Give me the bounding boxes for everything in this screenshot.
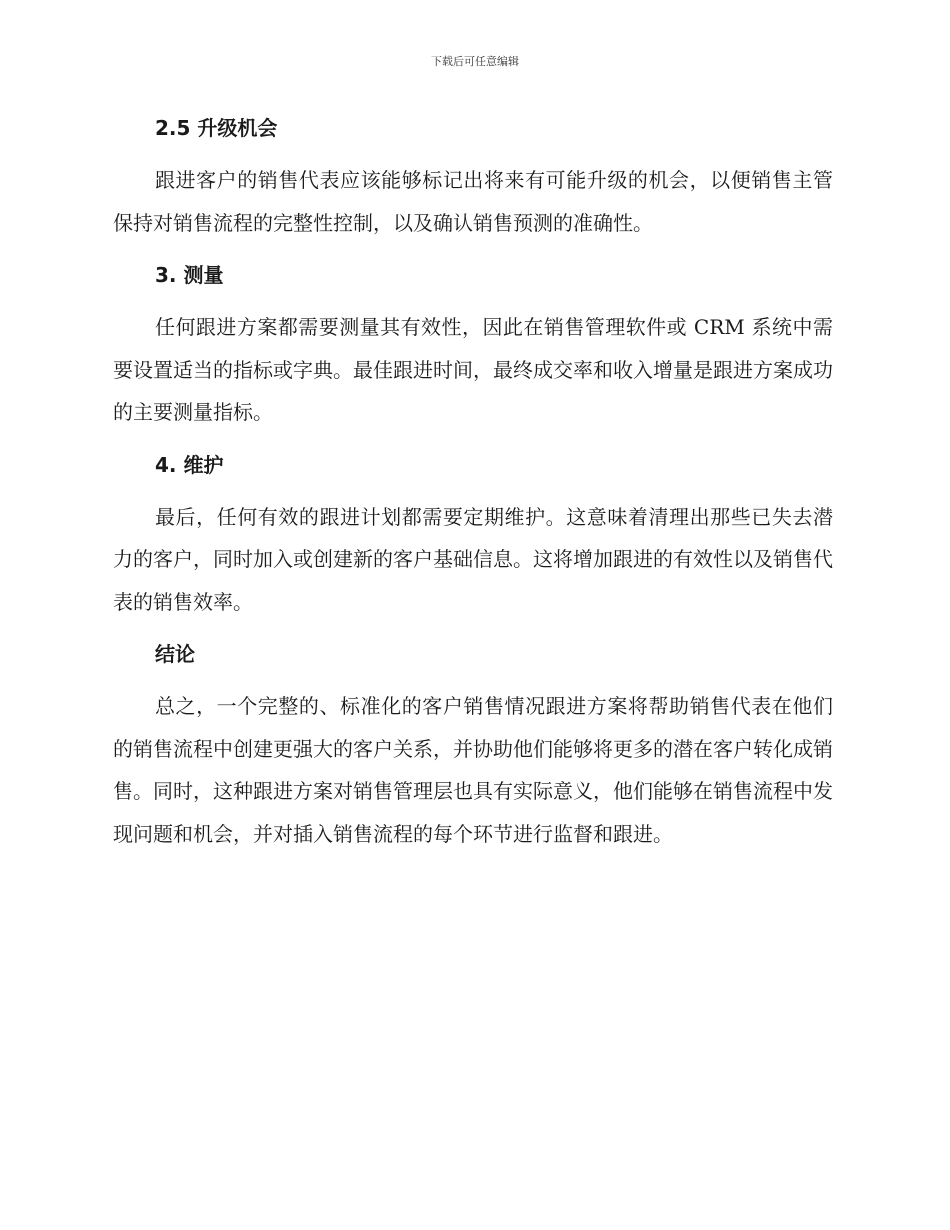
section-maintenance (113, 445, 833, 624)
document-body (113, 108, 833, 866)
section-heading: 3. 测量 (155, 263, 224, 287)
section-upgrade-opportunity (113, 108, 833, 244)
section-heading: 2.5 升级机会 (155, 116, 278, 140)
section-paragraph: 最后，任何有效的跟进计划都需要定期维护。这意味着清理出那些已失去潜力的客户，同时加入或创建新的客户基础信息。这将增加跟进的有效性以及销售代表的销售效率。 (113, 504, 833, 614)
section-conclusion (113, 634, 833, 855)
section-measurement (113, 255, 833, 434)
page-header: 下载后可任意编辑 (431, 55, 519, 68)
section-heading: 结论 (155, 642, 195, 666)
section-paragraph: 任何跟进方案都需要测量其有效性，因此在销售管理软件或 CRM 系统中需要设置适当的指标或字典。最佳跟进时间，最终成交率和收入增量是跟进方案成功的主要测量指标。 (113, 315, 833, 424)
section-heading: 4. 维护 (155, 452, 224, 477)
section-paragraph: 跟进客户的销售代表应该能够标记出将来有可能升级的机会，以便销售主管保持对销售流程的完整性控制，以及确认销售预测的准确性。 (113, 168, 833, 235)
section-paragraph: 总之，一个完整的、标准化的客户销售情况跟进方案将帮助销售代表在他们的销售流程中创建更强大的客户关系，并协助他们能够将更多的潜在客户转化成销售。同时，这种跟进方案对销售管理层也具有实际意义，他们能够在销售流程中发现问题和机会，并对插入销售流程的每个环节进行监督和跟进。 (113, 694, 833, 846)
